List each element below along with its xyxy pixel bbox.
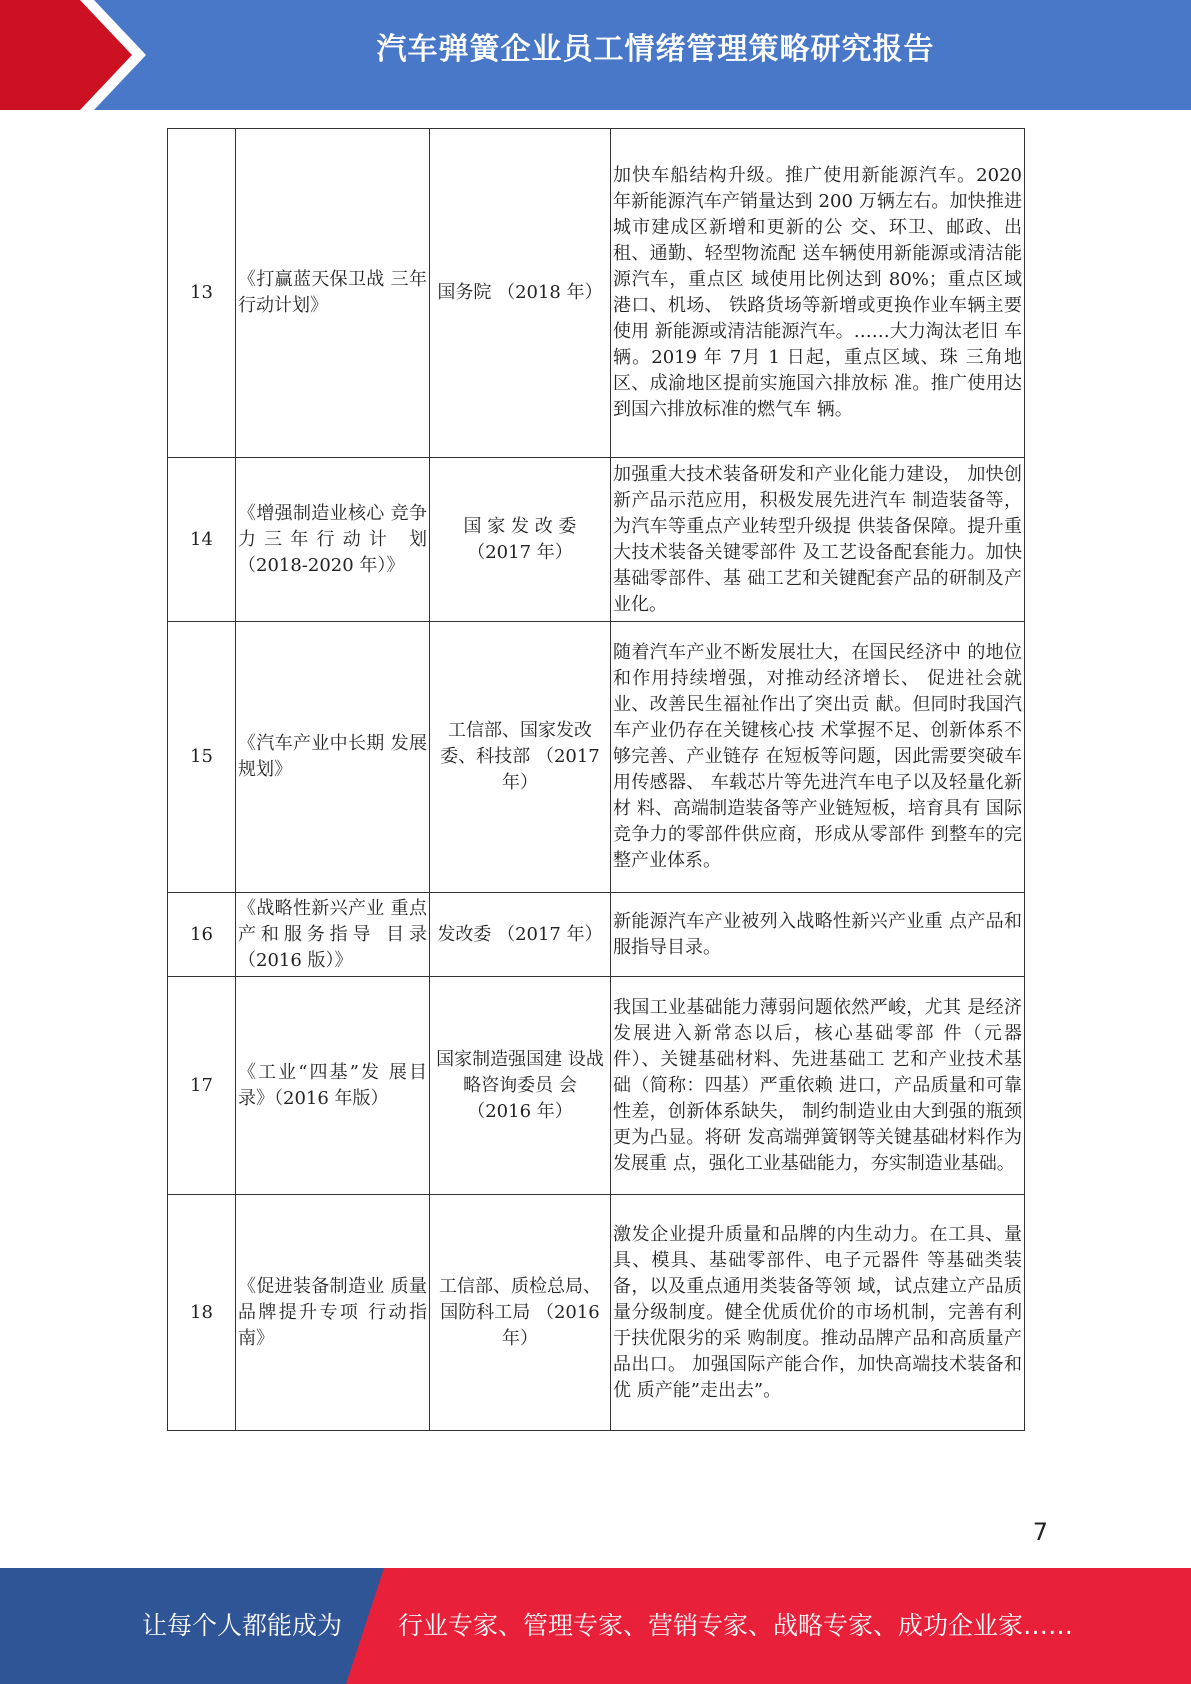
page-footer: [0, 1568, 1191, 1684]
table-row: [168, 1195, 1025, 1431]
policy-issuer: 国 家 发 改 委 （2017 年）: [430, 458, 611, 622]
row-number: 18: [168, 1195, 236, 1431]
policy-content: 随着汽车产业不断发展壮大，在国民经济中 的地位和作用持续增强，对推动经济增长、 促进社会就业、改善民生福祉作出了突出贡 献。但同时我国汽车产业仍存在关键核心技 术掌握不足、创新体系不够完善、产业链存 在短板等问题，因此需要突破车用传感器、 车载芯片等先进汽车电子以及轻量化新材 料、高端制造装备等产业链短板，培育具有 国际竞争力的零部件供应商，形成从零部件 到整车的完整产业体系。: [611, 622, 1025, 893]
table-row: [168, 977, 1025, 1195]
policy-name: 《促进装备制造业 质量品牌提升专项 行动指南》: [236, 1195, 430, 1431]
table-row: [168, 893, 1025, 977]
row-number: 16: [168, 893, 236, 977]
footer-slogan-right: 行业专家、管理专家、营销专家、战略专家、成功企业家……: [398, 1611, 1074, 1640]
row-number: 15: [168, 622, 236, 893]
policy-name: 《战略性新兴产业 重点产和服务指导 目录（2016 版）》: [236, 893, 430, 977]
policy-issuer: 国务院 （2018 年）: [430, 129, 611, 458]
table-row: [168, 458, 1025, 622]
document-title: 汽车弹簧企业员工情绪管理策略研究报告: [376, 32, 935, 67]
policy-content: 我国工业基础能力薄弱问题依然严峻，尤其 是经济发展进入新常态以后，核心基础零部 件（元器件）、关键基础材料、先进基础工 艺和产业技术基础（简称：四基）严重依赖 进口，产品质量和可靠性差，创新体系缺失， 制约制造业由大到强的瓶颈更为凸显。将研 发高端弹簧钢等关键基础材料作为发展重 点，强化工业基础能力，夯实制造业基础。: [611, 977, 1025, 1195]
policy-name: 《打赢蓝天保卫战 三年行动计划》: [236, 129, 430, 458]
policy-content: 激发企业提升质量和品牌的内生动力。在工具、量具、模具、基础零部件、电子元器件 等基础类装备，以及重点通用类装备等领 域，试点建立产品质量分级制度。健全优质优价的市场机制，完善有利于扶优限劣的采 购制度。推动品牌产品和高质量产品出口。 加强国际产能合作，加快高端技术装备和优 质产能”走出去”。: [611, 1195, 1025, 1431]
policy-content: 新能源汽车产业被列入战略性新兴产业重 点产品和服指导目录。: [611, 893, 1025, 977]
policy-name: 《增强制造业核心 竞争力三年行动计 划（2018-2020 年）》: [236, 458, 430, 622]
footer-slogan-left: 让每个人都能成为: [142, 1611, 343, 1640]
policy-issuer: 发改委 （2017 年）: [430, 893, 611, 977]
policy-name: 《工业“四基”发 展目录》（2016 年版）: [236, 977, 430, 1195]
policy-content: 加快车船结构升级。推广使用新能源汽车。2020 年新能源汽车产销量达到 200 万辆左右。加快推进城市建成区新增和更新的公 交、环卫、邮政、出租、通勤、轻型物流配 送车辆使用新能源或清洁能源汽车，重点区 域使用比例达到 80%；重点区域港口、机场、 铁路货场等新增或更换作业车辆主要使用 新能源或清洁能源汽车。……大力淘汰老旧 车辆。2019 年 7月 1 日起，重点区域、珠 三角地区、成渝地区提前实施国六排放标 准。推广使用达到国六排放标准的燃气车 辆。: [611, 129, 1025, 458]
page-number: 7: [1032, 1518, 1048, 1546]
header-chevron-icon: [0, 0, 160, 110]
policy-content: 加强重大技术装备研发和产业化能力建设， 加快创新产品示范应用，积极发展先进汽车 制造装备等，为汽车等重点产业转型升级提 供装备保障。提升重大技术装备关键零部件 及工艺设备配套能力。加快基础零部件、基 础工艺和关键配套产品的研制及产业化。: [611, 458, 1025, 622]
policy-table: [167, 128, 1025, 1431]
row-number: 17: [168, 977, 236, 1195]
row-number: 13: [168, 129, 236, 458]
page-header: [0, 0, 1191, 110]
row-number: 14: [168, 458, 236, 622]
policy-issuer: 工信部、质检总局、国防科工局 （2016 年）: [430, 1195, 611, 1431]
table-row: [168, 129, 1025, 458]
table-row: [168, 622, 1025, 893]
policy-issuer: 国家制造强国建 设战略咨询委员 会（2016 年）: [430, 977, 611, 1195]
policy-name: 《汽车产业中长期 发展规划》: [236, 622, 430, 893]
policy-issuer: 工信部、国家发改委、科技部 （2017 年）: [430, 622, 611, 893]
